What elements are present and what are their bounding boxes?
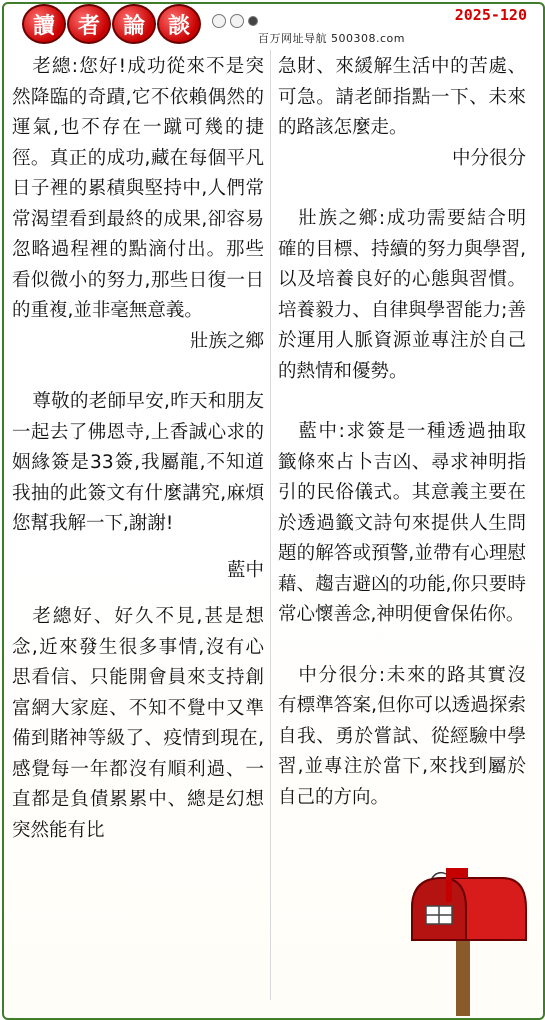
logo-char-3: 論 [112, 4, 156, 44]
right-column [278, 52, 526, 813]
dot-icon [248, 16, 258, 26]
letter-signature: 中分很分 [451, 147, 526, 169]
header [0, 0, 545, 46]
circle-icon [230, 14, 244, 28]
left-column [12, 52, 264, 846]
site-watermark: 百万网址导航 500308.com [258, 32, 405, 45]
reply-text: 藍中:求簽是一種透過抽取籤條來占卜吉凶、尋求神明指引的民俗儀式。其意義主要在於透過籤文詩句來提供人生問題的解答或預警,並帶有心理慰藉、趨吉避凶的功能,你只要時常心懷善念,神明便會保佑你。 [278, 421, 526, 625]
logo-char-4: 談 [157, 4, 201, 44]
letter-signature: 藍中 [226, 559, 264, 581]
column-divider [270, 50, 271, 1000]
logo-char-1: 讀 [22, 4, 66, 44]
reply-text: 中分很分:未來的路其實沒有標準答案,但你可以透過探索自我、勇於嘗試、從經驗中學習,並專注於當下,來找到屬於自己的方向。 [278, 664, 526, 808]
letter-text-continued: 急財、來緩解生活中的苦處、可急。請老師指點一下、未來的路該怎麼走。 [278, 56, 526, 138]
mailbox-icon [402, 868, 530, 1016]
issue-number: 2025-120 [454, 6, 527, 24]
decorative-dots [212, 14, 258, 28]
circle-icon [212, 14, 226, 28]
logo-char-2: 者 [67, 4, 111, 44]
letter-text: 尊敬的老師早安,昨天和朋友一起去了佛恩寺,上香誠心求的姻緣簽是33簽,我屬龍,不知道我抽的此簽文有什麼講究,麻煩您幫我解一下,謝謝! [12, 391, 264, 534]
letter-signature: 壯族之鄉 [189, 330, 264, 352]
letter-text: 老總好、好久不見,甚是想念,近來發生很多事情,沒有心思看信、只能開會員來支持創富網大家庭、不知不覺中又準備到賭神等級了、疫情到現在,感覺每一年都沒有順利過、一直都是負債累累中、總是幻想突然能有比 [12, 606, 264, 841]
reply-text: 壯族之鄉:成功需要結合明確的目標、持續的努力與學習,以及培養良好的心態與習慣。培養毅力、自律與學習能力;善於運用人脈資源並專注於自己的熱情和優勢。 [278, 208, 526, 382]
letter-text: 老總:您好!成功從來不是突然降臨的奇蹟,它不依賴偶然的運氣,也不存在一蹴可幾的捷徑。真正的成功,藏在每個平凡日子裡的累積與堅持中,人們常常渴望看到最終的成果,卻容易忽略過程裡的點滴付出。那些看似微小的努力,那些日復一日的重複,並非毫無意義。 [12, 56, 264, 321]
